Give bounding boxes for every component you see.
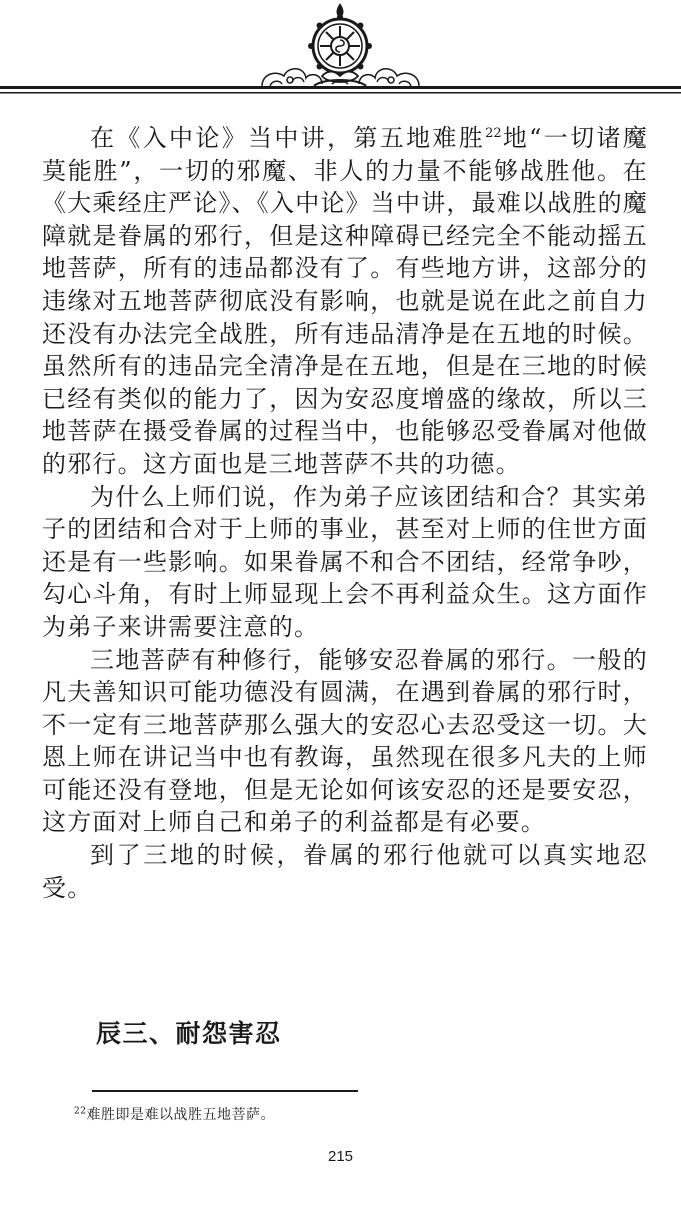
paragraph-1-part-2: 地“一切诸魔莫能胜”，一切的邪魔、非人的力量不能够战胜他。在《大乘经庄严论》、《入中论》当中讲，最难以战胜的魔障就是眷属的邪行，但是这种障碍已经完全不能动摇五地菩萨，所有的违品都没有了。有些地方讲，这部分的违缘对五地菩萨彻底没有影响，也就是说在此之前自力还没有办法完全战胜，所有违品清净是在五地的时候。虽然所有的违品完全清净是在五地，但是在三地的时候已经有类似的能力了，因为安忍度增盛的缘故，所以三地菩萨在摄受眷属的过程当中，也能够忍受眷属对他做的邪行。这方面也是三地菩萨不共的功德。 <box>42 124 648 478</box>
page-number: 215 <box>327 1148 354 1165</box>
right-cloud-icon <box>359 69 419 86</box>
left-cloud-icon <box>262 69 322 86</box>
paragraph-1-part-1: 在《入中论》当中讲，第五地难胜 <box>90 124 486 152</box>
paragraph-1 <box>42 122 648 481</box>
dharma-wheel-icon <box>308 4 372 86</box>
footnote <box>74 1104 275 1124</box>
paragraph-4: 到了三地的时候，眷属的邪行他就可以真实地忍受。 <box>42 841 648 902</box>
header-rule <box>0 86 681 94</box>
paragraph-2: 为什么上师们说，作为弟子应该团结和合？其实弟子的团结和合对于上师的事业，甚至对上师的住世方面还是有一些影响。如果眷属不和合不团结，经常争吵，勾心斗角，有时上师显现上会不再利益众生。这方面作为弟子来讲需要注意的。 <box>42 482 648 641</box>
header-ornament-graphic <box>0 0 681 105</box>
section-heading: 辰三、耐怨害忍 <box>96 1019 282 1048</box>
footnote-reference[interactable]: 22 <box>485 126 502 141</box>
footnote-separator <box>92 1090 358 1092</box>
footnote-marker: 22 <box>74 1106 87 1117</box>
page-header-ornament <box>0 0 681 105</box>
paragraph-3: 三地菩萨有种修行，能够安忍眷属的邪行。一般的凡夫善知识可能功德没有圆满，在遇到眷属的邪行时，不一定有三地菩萨那么强大的安忍心去忍受这一切。大恩上师在讲记当中也有教诲，虽然现在很多凡夫的上师可能还没有登地，但是无论如何该安忍的还是要安忍，这方面对上师自己和弟子的利益都是有必要。 <box>42 645 648 837</box>
body-text <box>42 122 648 904</box>
footnote-text: 难胜即是难以战胜五地菩萨。 <box>86 1107 275 1123</box>
